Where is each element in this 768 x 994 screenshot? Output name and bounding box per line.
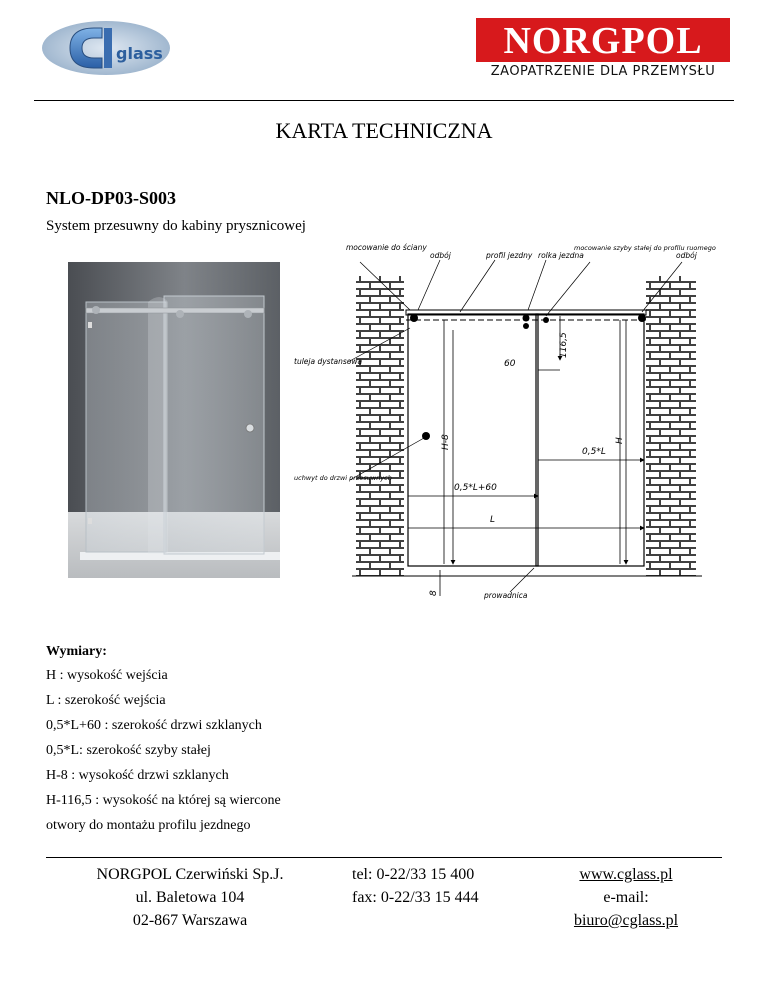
street-address: ul. Baletowa 104 [135,889,245,906]
label-fixed-glass-mount: mocowanie szyby stałej do profilu ruomego [574,244,716,252]
footer-contact [352,863,522,909]
dim-0-5l-60: 0,5*L+60 [454,483,497,493]
cglass-logo-text: glass [116,44,163,63]
email-link[interactable]: biuro@cglass.pl [573,912,679,929]
dimension-line: L : szerokość wejścia [46,693,166,708]
norgpol-logo-text: NORGPOL [476,18,730,62]
footer-divider [46,857,722,858]
footer-web [556,863,696,932]
label-spacer-sleeve: tuleja dystansowa [294,357,363,366]
product-photo [68,262,280,578]
label-stopper-right: odbój [676,251,697,260]
footer-address [70,863,310,932]
right-wall [646,276,696,576]
dim-l: L [490,515,496,525]
city-address: 02-867 Warszawa [132,912,248,929]
dim-h-8: H-8 [441,434,451,450]
label-stopper-left: odbój [430,251,451,260]
label-guide: prowadnica [484,591,528,600]
norgpol-logo [476,18,730,82]
left-wall [356,276,404,576]
dimensions-heading: Wymiary: [46,644,107,659]
label-wall-mount: mocowanie do ściany [346,243,427,252]
product-code: NLO-DP03-S003 [46,188,176,208]
email-label: e-mail: [603,889,649,906]
dim-116-5: 116,5 [559,332,569,358]
dimension-line: otwory do montażu profilu jezdnego [46,818,251,833]
label-roller: rolka jezdna [538,251,584,260]
dimension-line: H-116,5 : wysokość na której są wiercone [46,793,281,808]
fax-number: fax: 0-22/33 15 444 [352,889,479,906]
label-track-profile: profil jezdny [486,251,533,260]
technical-drawing [290,240,730,602]
website-link[interactable]: www.cglass.pl [579,866,673,883]
page-title: KARTA TECHNICZNA [275,118,493,143]
label-door-handle: uchwyt do drzwi przesuwnych [294,474,392,482]
cglass-logo [40,18,172,76]
company-name: NORGPOL Czerwiński Sp.J. [96,866,284,883]
header-divider [34,100,734,101]
dimension-line: H-8 : wysokość drzwi szklanych [46,768,229,783]
dimension-line: H : wysokość wejścia [46,668,168,683]
product-description: System przesuwny do kabiny prysznicowej [46,218,306,234]
dim-8: 8 [429,590,439,596]
dimension-line: 0,5*L: szerokość szyby stałej [46,743,211,758]
dim-60: 60 [504,359,516,369]
norgpol-tagline: ZAOPATRZENIE DLA PRZEMYSŁU [490,64,716,79]
dim-0-5l: 0,5*L [582,447,606,457]
phone-number: tel: 0-22/33 15 400 [352,866,475,883]
dimension-line: 0,5*L+60 : szerokość drzwi szklanych [46,718,262,733]
dim-h: H [615,437,625,444]
